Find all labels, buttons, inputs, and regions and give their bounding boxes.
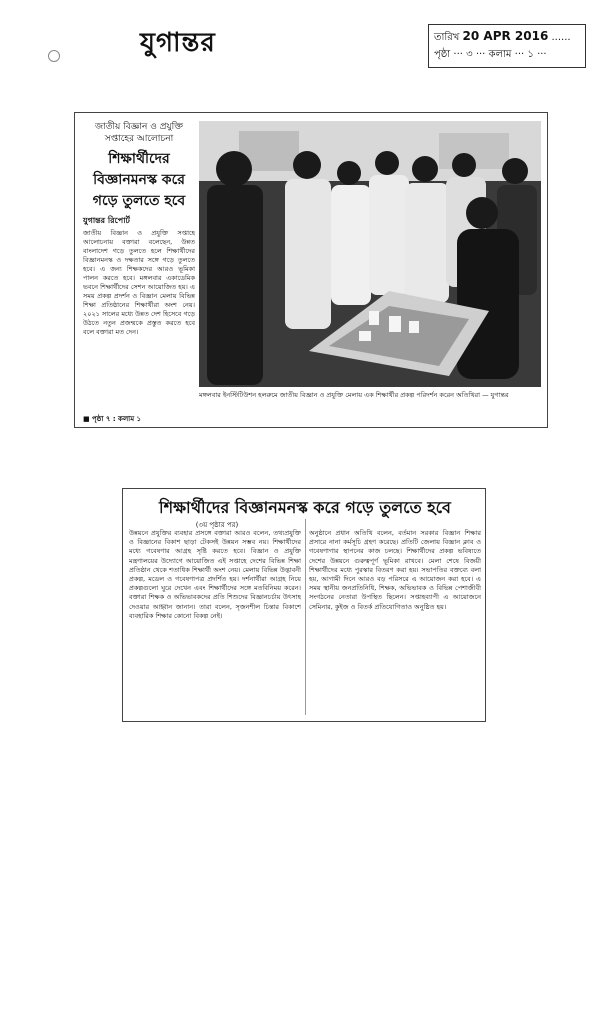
- news-clipping-continuation: [122, 488, 486, 722]
- stamp-date-label: তারিখ: [434, 32, 460, 43]
- clip2-headline: শিক্ষার্থীদের বিজ্ঞানমনস্ক করে গড়ে তুলতে হবে: [159, 498, 451, 517]
- punch-hole-mark: [48, 50, 60, 62]
- clip1-caption-credit: যুগান্তর: [490, 391, 509, 399]
- news-photo-image: [199, 121, 541, 387]
- news-clipping-front: [74, 112, 548, 428]
- clip1-continued-note: ■ পৃষ্ঠা ৭ : কলাম ১: [83, 415, 142, 423]
- newspaper-masthead: যুগান্তর: [140, 28, 216, 58]
- clip1-caption-text: মঙ্গলবার ইনস্টিটিউশন হলরুমে জাতীয় বিজ্ঞান ও প্রযুক্তি মেলায় এক শিক্ষার্থীর প্রকল্প পরিদর্শন করেন অতিথিরা: [199, 391, 480, 399]
- clip1-headline: শিক্ষার্থীদের বিজ্ঞানমনস্ক করে গড়ে তুলতে হবে: [92, 151, 186, 209]
- clip1-body-text: জাতীয় বিজ্ঞান ও প্রযুক্তি সপ্তাহে আলোচনায় বক্তারা বলেছেন, উন্নত বাংলাদেশ গড়ে তুলতে হলে শিক্ষার্থীদের বিজ্ঞানমনস্ক ও দক্ষতার সঙ্গে গড়ে তুলতে হবে। এ জন্য শিক্ষকদের আরও ভূমিকা পালন করতে হবে। মঙ্গলবার একাডেমিক ভবনে শিক্ষার্থীদের সেশন আয়োজিত হয়। এ সময় প্রকল্প প্রদর্শন ও বিজ্ঞান মেলায় বিভিন্ন শিক্ষা প্রতিষ্ঠানের শিক্ষার্থীরা অংশ নেয়। ২০২১ সালের মধ্যে উন্নত দেশ হিসেবে গড়ে উঠতে নতুন প্রজন্মকে প্রস্তুত করতে হবে বলে বক্তারা মত দেন।: [83, 229, 195, 336]
- stamp-page-row: পৃষ্ঠা ··· ৩ ··· কলাম ··· ১ ···: [434, 49, 547, 60]
- clip1-byline: যুগান্তর রিপোর্ট: [83, 216, 130, 225]
- clip2-column-right: অনুষ্ঠানে প্রধান অতিথি বলেন, বর্তমান সরকার বিজ্ঞান শিক্ষার প্রসারে নানা কর্মসূচি গ্রহণ করেছে। প্রতিটি জেলায় বিজ্ঞান ক্লাব ও গবেষণাগার স্থাপনের কাজ চলছে। শিক্ষার্থীদের প্রকল্প ভবিষ্যতে দেশের উন্নয়নে গুরুত্বপূর্ণ ভূমিকা রাখবে। মেলা শেষে বিজয়ী শিক্ষার্থীদের মধ্যে পুরস্কার বিতরণ করা হয়। সভাপতির বক্তব্যে বলা হয়, আগামী দিনে আরও বড় পরিসরে এ আয়োজন করা হবে। এ সময় স্থানীয় জনপ্রতিনিধি, শিক্ষক, অভিভাবক ও বিভিন্ন পেশাজীবী সংগঠনের নেতারা উপস্থিত ছিলেন। সপ্তাহব্যাপী এ আয়োজনে সেমিনার, কুইজ ও বিতর্ক প্রতিযোগিতাও অনুষ্ঠিত হয়।: [309, 529, 481, 611]
- clip2-continued-from: (৩য় পৃষ্ঠার পর): [195, 521, 239, 529]
- clip1-kicker: জাতীয় বিজ্ঞান ও প্রযুক্তি সপ্তাহের আলোচনা: [95, 122, 183, 144]
- stamp-date-value: 20 APR 2016: [462, 29, 549, 43]
- clip1-photo-caption: মঙ্গলবার ইনস্টিটিউশন হলরুমে জাতীয় বিজ্ঞান ও প্রযুক্তি মেলায় এক শিক্ষার্থীর প্রকল্প পরিদর্শন করেন অতিথিরা — যুগান্তর: [199, 391, 509, 399]
- stamp-column-label: কলাম: [488, 49, 512, 60]
- news-photo: [199, 121, 541, 387]
- column-divider: [305, 519, 306, 715]
- stamp-page-value: ৩: [466, 49, 473, 60]
- clip2-column-left: উন্নয়নে প্রযুক্তির ব্যবহার প্রসঙ্গে বক্তারা আরও বলেন, তথ্যপ্রযুক্তি ও বিজ্ঞানের বিকাশ ছাড়া টেকসই উন্নয়ন সম্ভব নয়। শিক্ষার্থীদের মধ্যে গবেষণার আগ্রহ সৃষ্টি করতে হবে। বিজ্ঞান ও প্রযুক্তি মন্ত্রণালয়ের উদ্যোগে আয়োজিত এই সপ্তাহে দেশের বিভিন্ন শিক্ষা প্রতিষ্ঠান থেকে শতাধিক শিক্ষার্থী অংশ নেয়। মেলায় বিভিন্ন উদ্ভাবনী প্রকল্প, মডেল ও গবেষণাপত্র প্রদর্শিত হয়। দর্শনার্থীরা আগ্রহ নিয়ে প্রকল্পগুলো ঘুরে দেখেন এবং শিক্ষার্থীদের সঙ্গে মতবিনিময় করেন। বক্তারা শিক্ষক ও অভিভাবকদের প্রতি শিশুদের বিজ্ঞানচর্চায় উৎসাহ দেওয়ার আহ্বান জানান। তারা বলেন, সৃজনশীল চিন্তার বিকাশে ব্যবহারিক শিক্ষার কোনো বিকল্প নেই।: [129, 529, 301, 620]
- stamp-column-value: ১: [527, 49, 534, 60]
- clipping-date-stamp: [428, 24, 586, 68]
- stamp-date-row: তারিখ 20 APR 2016 ......: [434, 29, 571, 43]
- stamp-page-label: পৃষ্ঠা: [434, 49, 451, 60]
